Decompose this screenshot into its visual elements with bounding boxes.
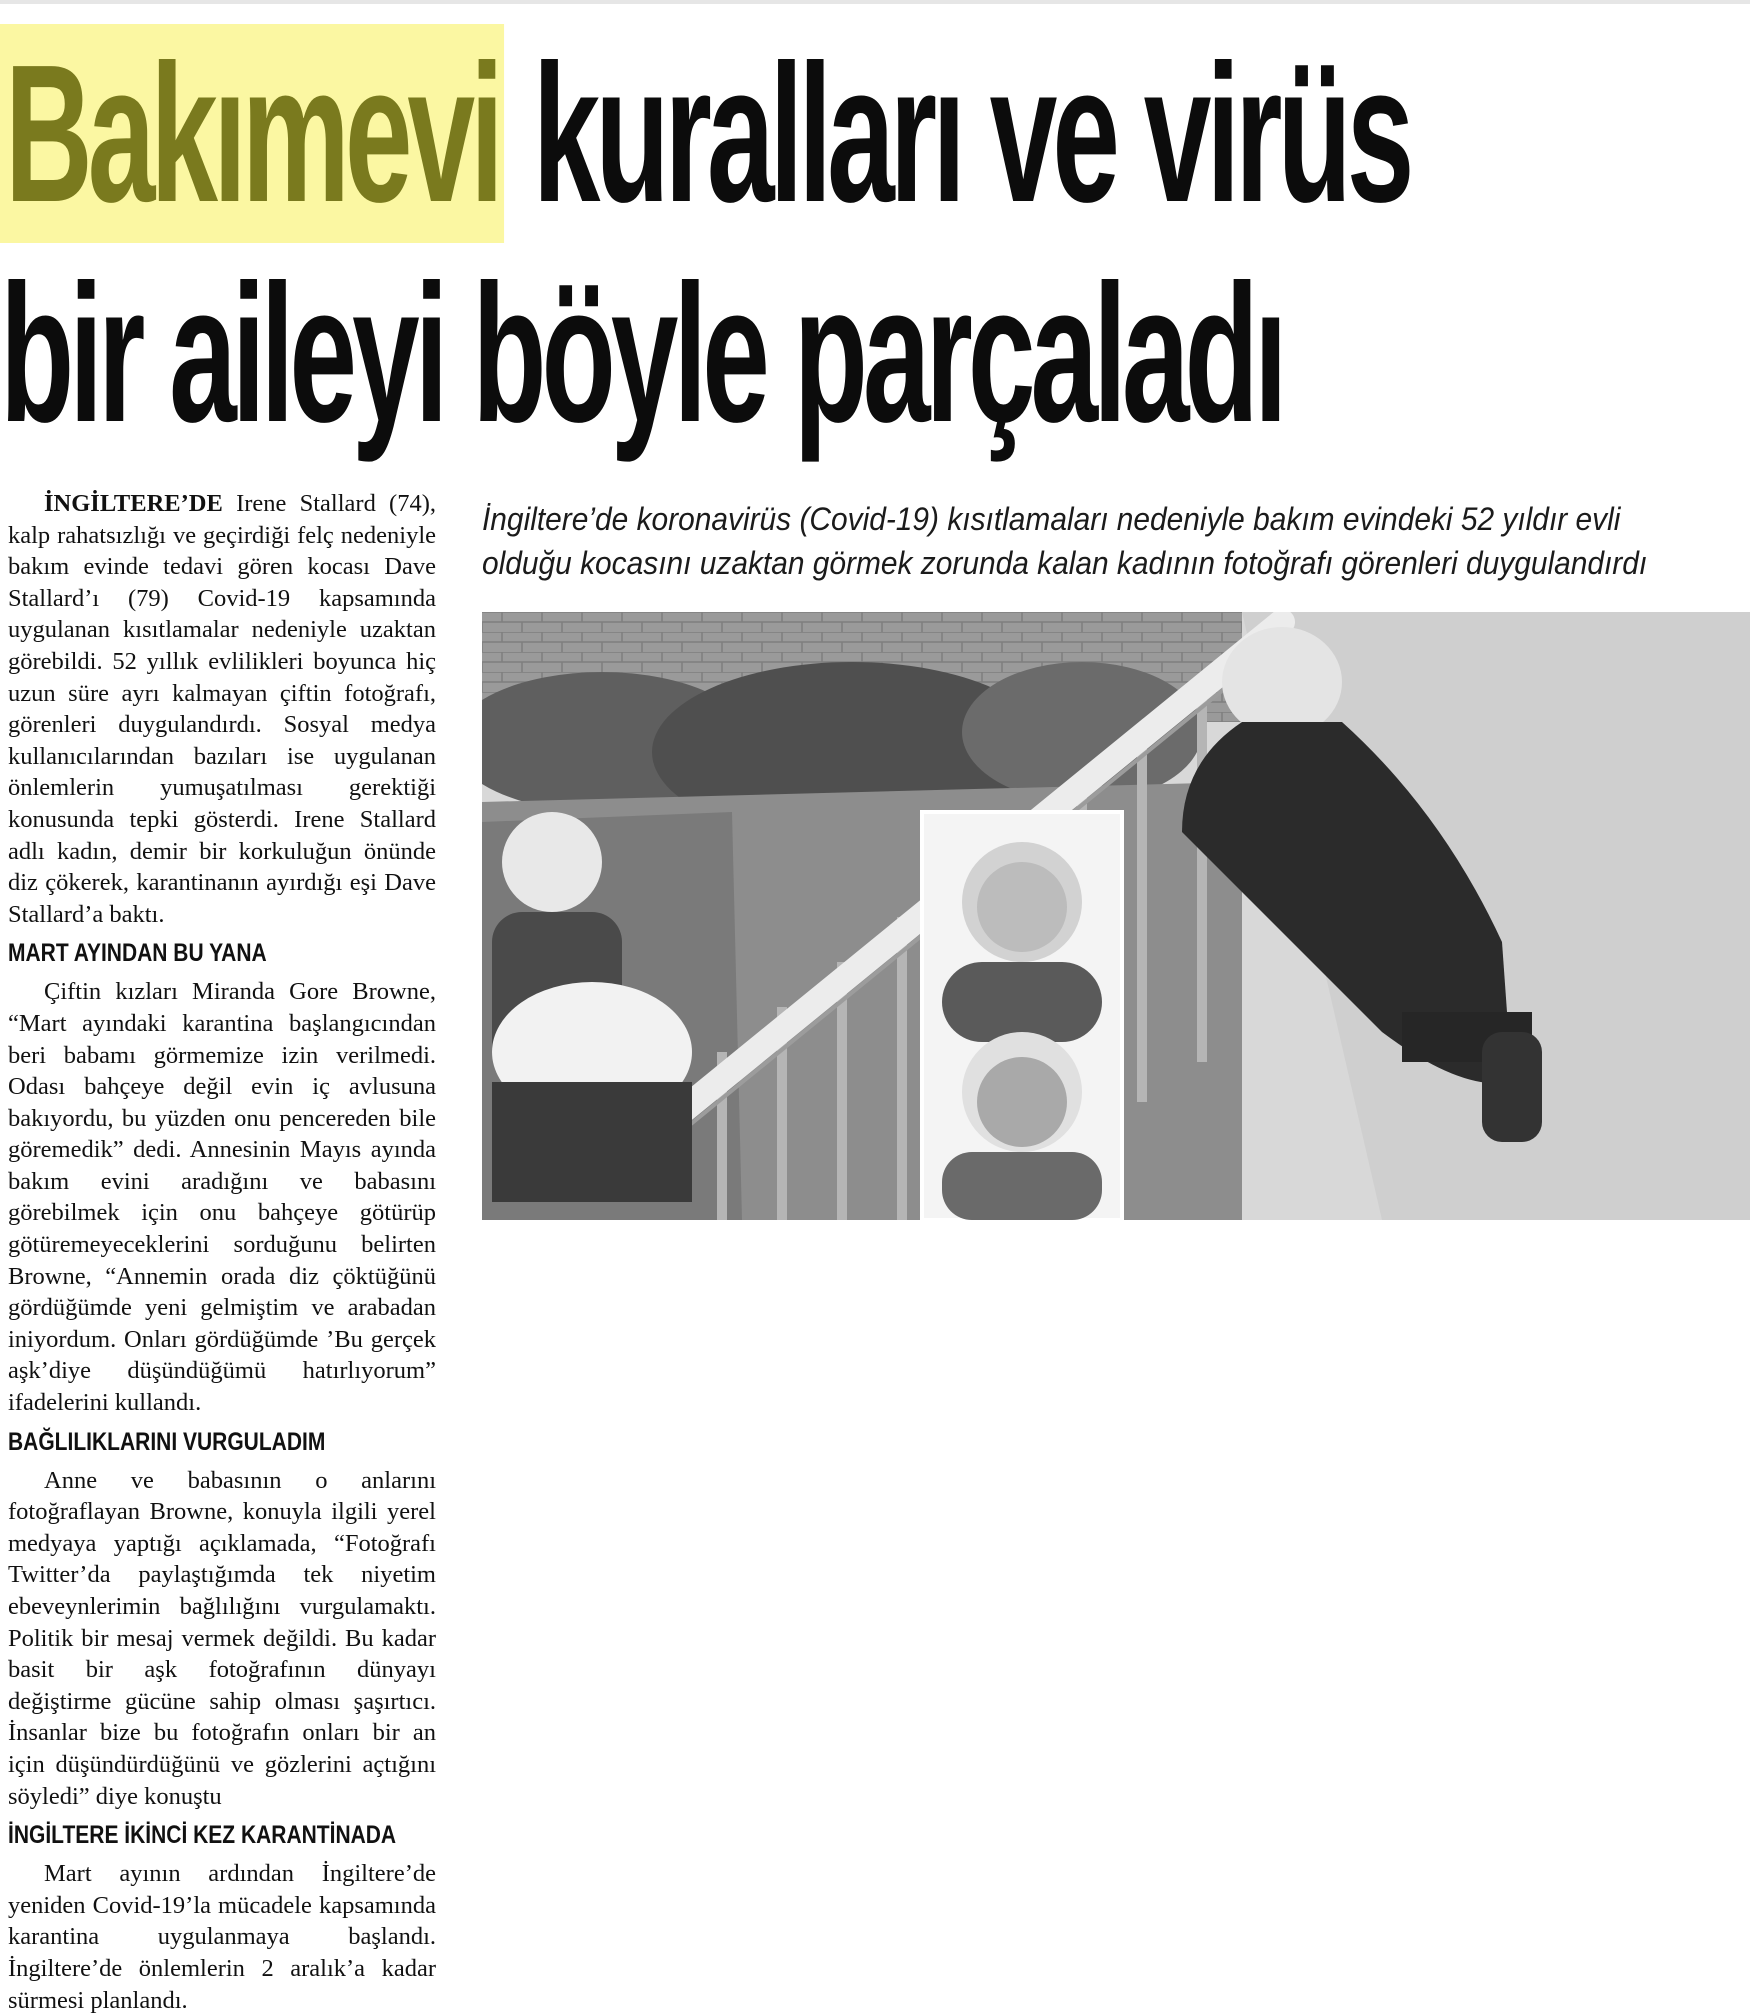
article-photo — [482, 612, 1750, 1220]
headline-line-2: bir aileyi böyle parçaladı — [0, 244, 1283, 463]
subheading-baglilik: BAĞLILIKLARINI VURGULADIM — [8, 1427, 326, 1456]
headline — [0, 24, 1410, 464]
article-body — [8, 488, 436, 2016]
lead-text: Irene Stallard (74), kalp rahatsızlığı ve geçirdiği felç nedeniyle bakım evinde tedavi gören kocası Dave Stallard’ı (79) Covid-19 kapsamında uygulanan kısıtlamalar nedeniyle uzaktan görebildi. 52 yıllık evlilikleri boyunca hiç uzun süre ayrı kalmayan çiftin fotoğrafı, görenleri duygulandırdı. Sosyal medya kullanıcılarından bazıları ise uygulanan önlemlerin yumuşatılması gerektiği konusunda tepki gösterdi. Irene Stallard adlı kadın, demir bir korkuluğun önünde diz çökerek, karantinanın ayırdığı eşi Dave Stallard’a baktı. — [8, 490, 436, 928]
subheading-mart: MART AYINDAN BU YANA — [8, 939, 267, 968]
lead-keyword: İNGİLTERE’DE — [44, 490, 223, 517]
photo-illustration — [482, 612, 1750, 1220]
paragraph-2: Çiftin kızları Miranda Gore Browne, “Mart ayındaki karantina başlangıcından beri babamı görmemize izin verilmedi. Odası bahçeye değil evin iç avlusuna bakıyordu, bu yüzden onu pencereden bile göremedik” dedi. Annesinin Mayıs ayında bakım evini aradığını ve babasını görebilmek için onu bahçeye götürüp götüremeyeceklerini sorduğunu belirten Browne, “Annemin orada diz çöktüğünü gördüğümde yeni gelmiştim ve arabadan iniyordum. Onları gördüğümde ’Bu gerçek aşk’diye düşündüğümü hatırlıyorum” ifadelerini kullandı. — [8, 978, 436, 1417]
paragraph-3: Anne ve babasının o anlarını fotoğraflayan Browne, konuyla ilgili yerel medyaya yaptığı açıklamada, “Fotoğrafı Twitter’da paylaştığımda tek niyetim ebeveynlerimin bağlılığını vurgulamaktı. Politik bir mesaj vermek değildi. Bu kadar basit bir aşk fotoğrafının dünyayı değiştirme gücüne sahip olması şaşırtıcı. İnsanlar bize bu fotoğrafın onları bir an için düşündürdüğünü ve gözlerini açtığını söyledi” diye konuştu — [8, 1466, 436, 1810]
inset-portrait — [922, 812, 1122, 1220]
lead-paragraph — [8, 488, 436, 930]
top-rule — [0, 0, 1750, 4]
headline-line-1-rest: kuralları ve virüs — [532, 24, 1410, 243]
subheading-karantina: İNGİLTERE İKİNCİ KEZ KARANTİNADA — [8, 1821, 397, 1850]
spot-text: İngiltere’de koronavirüs (Covid-19) kısıtlamaları nedeniyle bakım evindeki 52 yıldır evli olduğu kocasını uzaktan görmek zorunda kalan kadının fotoğrafı görenleri duygulandırdı — [482, 501, 1648, 581]
headline-keyword: Bakımevi — [0, 24, 504, 243]
headline-line-1 — [0, 24, 1410, 244]
paragraph-4: Mart ayının ardından İngiltere’de yeniden Covid-19’la mücadele kapsamında karantina uygulanmaya başlandı. İngiltere’de önlemlerin 2 aralık’a kadar sürmesi planlandı. — [8, 1860, 436, 2014]
